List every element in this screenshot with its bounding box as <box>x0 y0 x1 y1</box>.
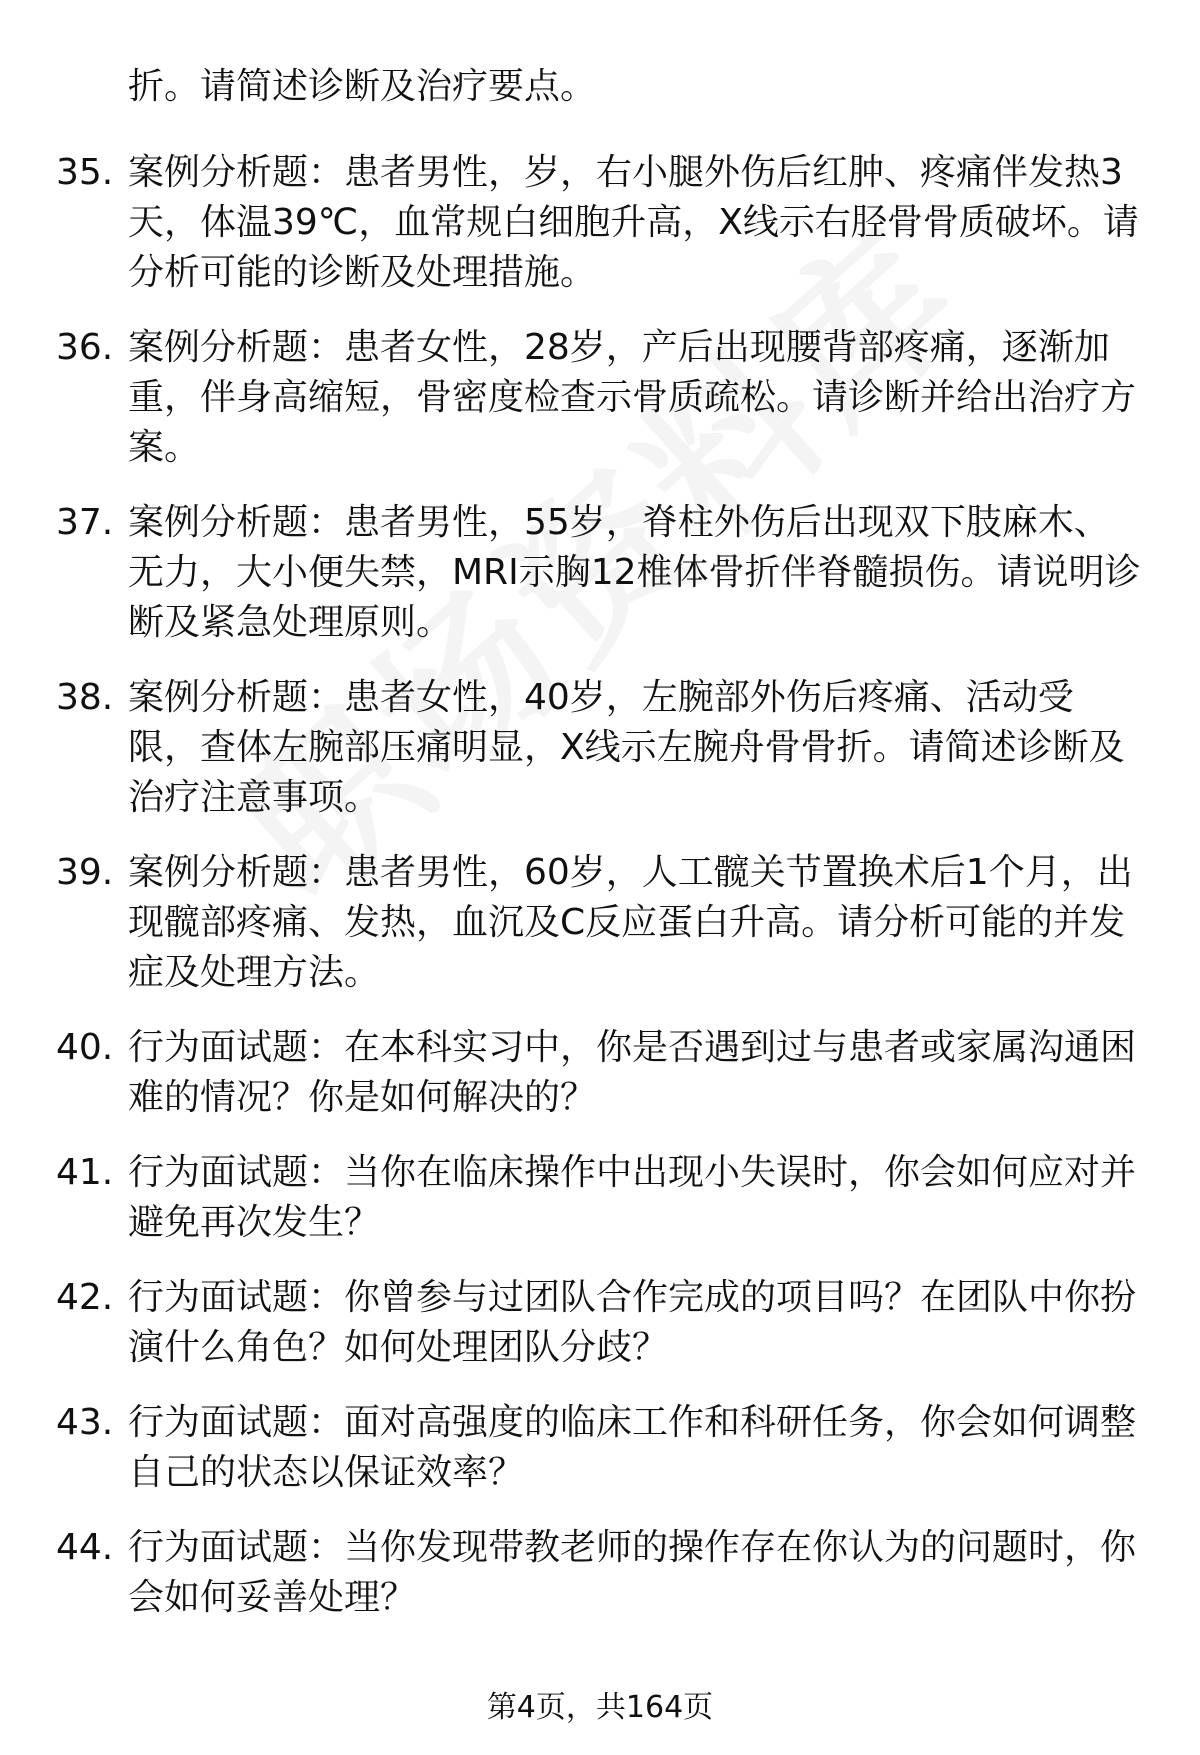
question-item <box>0 1023 1200 1148</box>
question-item <box>0 1148 1200 1273</box>
question-item <box>0 323 1200 498</box>
continued-question-text: 折。请简述诊断及治疗要点。 <box>128 66 597 107</box>
question-text: 行为面试题：当你发现带教老师的操作存在你认为的问题时，你会如何妥善处理？ <box>128 1527 1137 1618</box>
question-number: 41. <box>56 1152 114 1193</box>
question-item <box>0 498 1200 673</box>
question-number: 35. <box>56 152 114 193</box>
question-number: 36. <box>56 327 114 368</box>
question-number: 37. <box>56 502 114 543</box>
question-number: 44. <box>56 1527 114 1568</box>
question-number: 39. <box>56 852 114 893</box>
question-number: 42. <box>56 1277 114 1318</box>
question-item <box>0 848 1200 1023</box>
question-item <box>0 1273 1200 1398</box>
question-item <box>0 673 1200 848</box>
question-text: 案例分析题：患者男性，岁，右小腿外伤后红肿、疼痛伴发热3天，体温39℃，血常规白细胞升高，X线示右胫骨骨质破坏。请分析可能的诊断及处理措施。 <box>128 152 1139 293</box>
question-text: 案例分析题：患者女性，40岁，左腕部外伤后疼痛、活动受限，查体左腕部压痛明显，X线示左腕舟骨骨折。请简述诊断及治疗注意事项。 <box>128 677 1125 818</box>
question-item <box>0 148 1200 323</box>
question-list <box>0 148 1200 1648</box>
question-number: 40. <box>56 1027 114 1068</box>
question-number: 38. <box>56 677 114 718</box>
question-text: 行为面试题：当你在临床操作中出现小失误时，你会如何应对并避免再次发生？ <box>128 1152 1137 1243</box>
question-number: 43. <box>56 1402 114 1443</box>
question-text: 案例分析题：患者男性，55岁，脊柱外伤后出现双下肢麻木、无力，大小便失禁，MRI示胸12椎体骨折伴脊髓损伤。请说明诊断及紧急处理原则。 <box>128 502 1141 643</box>
question-text: 行为面试题：你曾参与过团队合作完成的项目吗？在团队中你扮演什么角色？如何处理团队分歧？ <box>128 1277 1137 1368</box>
question-text: 案例分析题：患者男性，60岁，人工髋关节置换术后1个月，出现髋部疼痛、发热，血沉及C反应蛋白升高。请分析可能的并发症及处理方法。 <box>128 852 1133 993</box>
question-text: 行为面试题：面对高强度的临床工作和科研任务，你会如何调整自己的状态以保证效率？ <box>128 1402 1137 1493</box>
question-text: 案例分析题：患者女性，28岁，产后出现腰背部疼痛，逐渐加重，伴身高缩短，骨密度检查示骨质疏松。请诊断并给出治疗方案。 <box>128 327 1137 468</box>
question-item <box>0 1398 1200 1523</box>
question-text: 行为面试题：在本科实习中，你是否遇到过与患者或家属沟通困难的情况？你是如何解决的？ <box>128 1027 1137 1118</box>
question-item <box>0 1523 1200 1648</box>
page-number-footer: 第4页，共164页 <box>486 1690 714 1725</box>
